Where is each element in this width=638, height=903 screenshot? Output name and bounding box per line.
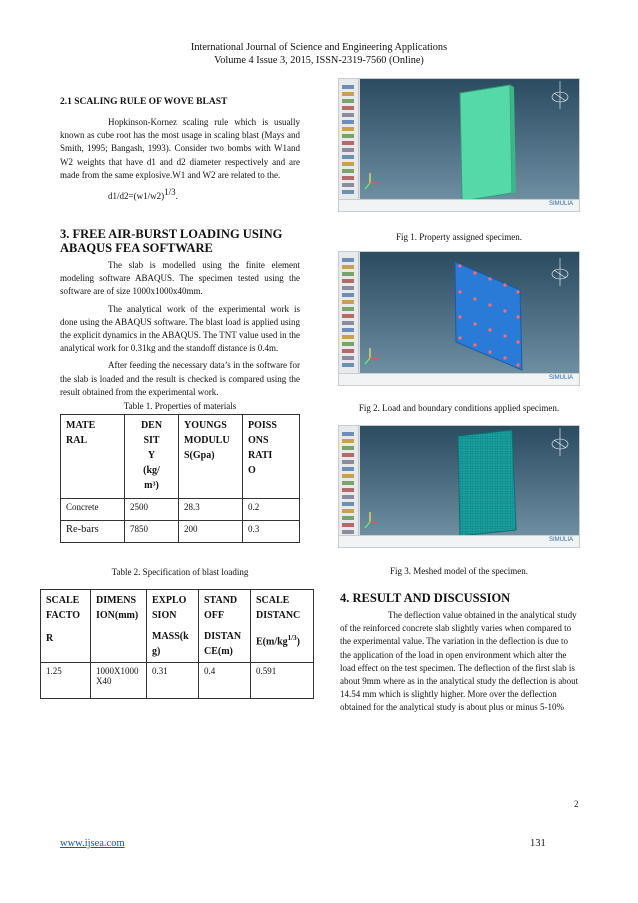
table-1-header-material: MATE RAL: [61, 415, 125, 499]
toolbar-icon[interactable]: [342, 120, 354, 124]
section-3-paragraph-3: After feeding the necessary data’s in the software for the slab is loaded and the result is checked is compared using the result obtained from the experimental work.: [60, 360, 300, 397]
section-3-paragraph-2: The analytical work of the experimental work is done using the ABAQUS software. The blast load is applied using the explicit dynamics in the ABAQUS. The TNT value used in the analytical work for 0.31kg and the standoff distance is 0.4m.: [60, 303, 300, 354]
table-2-header-standoff: STAND OFF DISTAN CE(m): [199, 590, 251, 663]
status-bar: [339, 199, 579, 211]
toolbar-icon[interactable]: [342, 127, 354, 131]
toolbar-icon[interactable]: [342, 363, 354, 367]
table-1-cell: 2500: [125, 499, 179, 521]
toolbar-icon[interactable]: [342, 300, 354, 304]
section-2-1-paragraph: Hopkinson-Kornez scaling rule which is usually known as cube root has the most usage in scaling blast (Mays and Smith, 1995; Bangash, 1993). Consider two bombs with W1and W2 weights that have d1 and d2 diameter respectively and are made from the same explosive.W1 and W2 are related to the.: [60, 117, 300, 180]
toolbar-icon[interactable]: [342, 488, 354, 492]
journal-title: International Journal of Science and Engineering Applications: [190, 42, 448, 53]
fig-2-drawing: [360, 252, 580, 375]
toolbar-icon[interactable]: [342, 453, 354, 457]
section-2-1: [60, 97, 300, 201]
table-2-header-scale-distance: SCALE DISTANC $E(m/kg^{1/3})$: [251, 590, 314, 663]
toolbar-icon[interactable]: [342, 99, 354, 103]
toolbar-icon[interactable]: [342, 328, 354, 332]
toolbar-icon[interactable]: [342, 141, 354, 145]
toolbar-strip: [339, 79, 359, 211]
journal-website-link[interactable]: www.ijsea.com: [60, 838, 125, 849]
toolbar-icon[interactable]: [342, 349, 354, 353]
page-number: 131: [530, 838, 546, 849]
toolbar-strip: [339, 426, 359, 547]
table-1-cell: 0.2: [243, 499, 300, 521]
section-4: [340, 591, 580, 715]
toolbar-icon[interactable]: [342, 467, 354, 471]
section-4-paragraph: The deflection value obtained in the analytical study of the reinforced concrete slab slightly varies when compared to the experimental value. The variation in the deflection is due to the application of the load in open environment which alter the load effect on the test specimen. The deflection of the first slab is about 9mm where as in the analytical study the deflection is about 14.54 mm which is slightly higher. More over the deflection obtained for the analytical study is about plus or minus 5-10%: [340, 610, 579, 713]
table-1-header-poisson: POISS ONS RATI O: [243, 415, 300, 499]
section-3-paragraph-1: The slab is modelled using the finite element modeling software ABAQUS. The specimen tested using the software are of size 1000x1000x40mm.: [60, 260, 300, 297]
table-row: [61, 499, 300, 521]
toolbar-icon[interactable]: [342, 530, 354, 534]
fig-1-drawing: [360, 79, 580, 201]
toolbar-icon[interactable]: [342, 460, 354, 464]
toolbar-icon[interactable]: [342, 495, 354, 499]
toolbar-icon[interactable]: [342, 439, 354, 443]
section-3-heading-line2: ABAQUS FEA SOFTWARE: [60, 241, 213, 255]
table-1-cell: 200: [179, 521, 243, 543]
toolbar-icon[interactable]: [342, 307, 354, 311]
toolbar-icon[interactable]: [342, 481, 354, 485]
section-2-1-heading: 2.1 SCALING RULE OF WOVE BLAST: [60, 97, 228, 107]
formula-exponent: 1/3: [164, 187, 176, 198]
toolbar-icon[interactable]: [342, 148, 354, 152]
status-bar: [339, 373, 579, 385]
table-1-caption: Table 1. Properties of materials: [123, 401, 237, 411]
toolbar-icon[interactable]: [342, 272, 354, 276]
table-2-header-dimension: DIMENS ION(mm): [91, 590, 147, 663]
toolbar-icon[interactable]: [342, 474, 354, 478]
toolbar-icon[interactable]: [342, 279, 354, 283]
toolbar-icon[interactable]: [342, 113, 354, 117]
section-3-heading-line1: 3. FREE AIR-BURST LOADING USING: [60, 227, 283, 241]
table-1-header-youngs: YOUNGS MODULU S(Gpa): [179, 415, 243, 499]
table-1-cell: 28.3: [179, 499, 243, 521]
figure-1-caption: Fig 1. Property assigned specimen.: [396, 232, 522, 242]
toolbar-icon[interactable]: [342, 92, 354, 96]
table-2-cell-dimension: 1000X1000 X40: [91, 663, 147, 699]
toolbar-icon[interactable]: [342, 293, 354, 297]
journal-issue: Volume 4 Issue 3, 2015, ISSN-2319-7560 (Online): [214, 55, 424, 66]
toolbar-icon[interactable]: [342, 155, 354, 159]
table-2-cell: 1.25: [41, 663, 91, 699]
table-2-header-row: [41, 590, 314, 663]
toolbar-icon[interactable]: [342, 314, 354, 318]
toolbar-icon[interactable]: [342, 523, 354, 527]
table-1-cell: Concrete: [61, 499, 125, 521]
table-row: [41, 663, 314, 699]
toolbar-icon[interactable]: [342, 342, 354, 346]
page-number-small: 2: [574, 799, 579, 809]
toolbar-icon[interactable]: [342, 516, 354, 520]
viewport-canvas: [360, 79, 579, 199]
section-3: [60, 227, 300, 399]
figure-1-screenshot: [338, 78, 580, 212]
toolbar-icon[interactable]: [342, 106, 354, 110]
table-2-caption: Table 2. Specification of blast loading: [111, 567, 249, 577]
table-2-header-explosion-mass: EXPLO SION MASS(k g): [147, 590, 199, 663]
toolbar-icon[interactable]: [342, 432, 354, 436]
table-2-header-scale-factor: SCALE FACTO R: [41, 590, 91, 663]
figure-3-screenshot: [338, 425, 580, 548]
table-1-header-row: [61, 415, 300, 499]
toolbar-icon[interactable]: [342, 176, 354, 180]
toolbar-icon[interactable]: [342, 265, 354, 269]
table-1-cell: 0.3: [243, 521, 300, 543]
simulia-logo: SIMULIA: [548, 201, 573, 207]
section-4-heading: 4. RESULT AND DISCUSSION: [340, 591, 511, 605]
table-1-header-density: DEN SIT Y (kg/ m³): [125, 415, 179, 499]
toolbar-strip: [339, 252, 359, 385]
toolbar-icon[interactable]: [342, 190, 354, 194]
table-2: [40, 589, 314, 699]
toolbar-icon[interactable]: [342, 356, 354, 360]
figure-2-screenshot: [338, 251, 580, 386]
slab-shape: [458, 430, 516, 536]
toolbar-icon[interactable]: [342, 258, 354, 262]
table-2-cell: 0.591: [251, 663, 314, 699]
toolbar-icon[interactable]: [342, 134, 354, 138]
toolbar-icon[interactable]: [342, 446, 354, 450]
table-1: [60, 414, 300, 543]
table-row: [61, 521, 300, 543]
figure-2-caption: Fig 2. Load and boundary conditions applied specimen.: [358, 403, 560, 413]
scaling-formula: [108, 187, 300, 201]
simulia-logo: SIMULIA: [548, 537, 573, 543]
toolbar-icon[interactable]: [342, 169, 354, 173]
table-2-cell: 0.31: [147, 663, 199, 699]
slab-shape: [460, 85, 512, 201]
toolbar-icon[interactable]: [342, 162, 354, 166]
figure-3-caption: Fig 3. Meshed model of the specimen.: [390, 566, 528, 576]
toolbar-icon[interactable]: [342, 183, 354, 187]
formula-main: d1/d2=(w1/w2): [108, 191, 165, 202]
table-1-cell: Re-bars: [61, 521, 125, 543]
viewport-canvas: [360, 252, 579, 373]
toolbar-icon[interactable]: [342, 286, 354, 290]
toolbar-icon[interactable]: [342, 321, 354, 325]
toolbar-icon[interactable]: [342, 509, 354, 513]
toolbar-icon[interactable]: [342, 85, 354, 89]
viewport-canvas: [360, 426, 579, 535]
fig-3-drawing: [360, 426, 580, 537]
table-1-cell: 7850: [125, 521, 179, 543]
toolbar-icon[interactable]: [342, 335, 354, 339]
simulia-logo: SIMULIA: [548, 375, 573, 381]
toolbar-icon[interactable]: [342, 502, 354, 506]
formula-end: .: [175, 191, 178, 202]
table-2-cell: 0.4: [199, 663, 251, 699]
status-bar: [339, 535, 579, 547]
